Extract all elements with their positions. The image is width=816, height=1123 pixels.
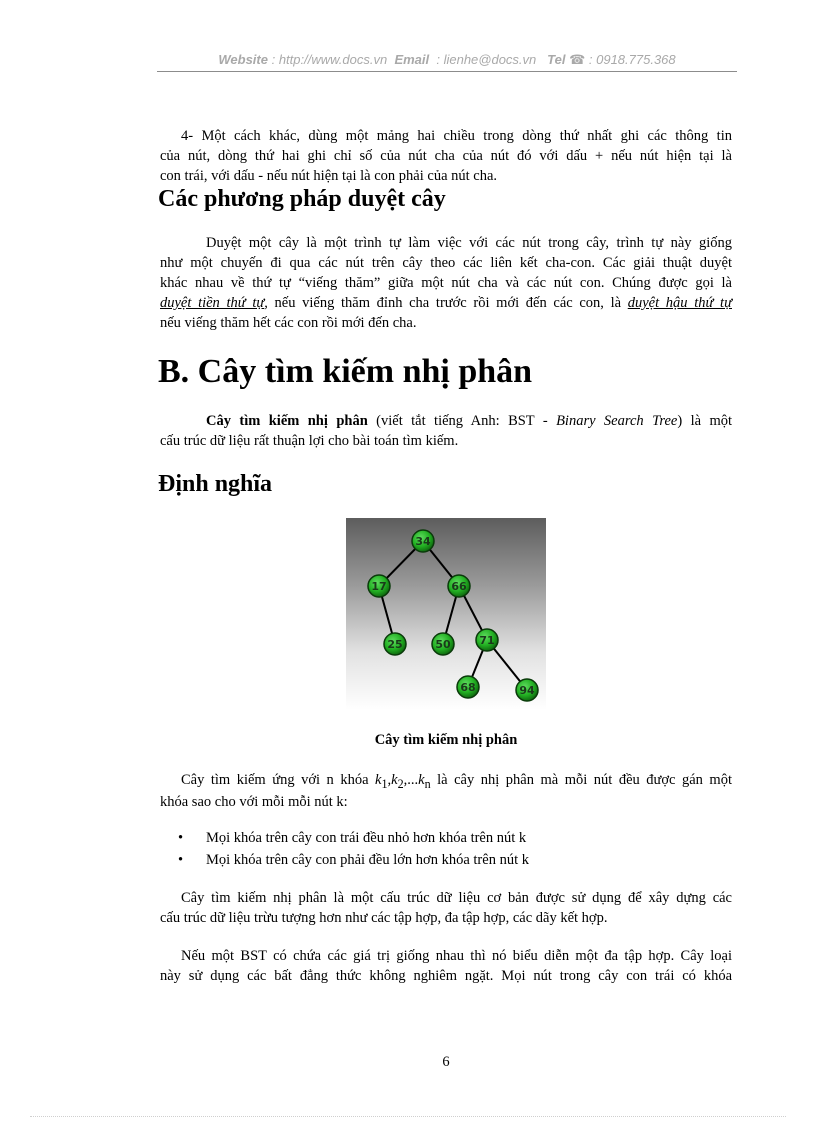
node-label: 50 [435,638,451,651]
text-line: duyệt tiền thứ tự, nếu viếng thăm đỉnh cha trước rồi mới đến các con, là duyệt hậu thứ tự [160,295,732,311]
heading-definition: Định nghĩa [158,471,273,497]
paragraph-traversal-cont [160,253,732,333]
page-number: 6 [442,1054,450,1070]
bst-property-list [178,827,529,871]
text-line: cấu trúc dữ liệu trừu tượng hơn như các tập hợp, đa tập hợp, các dãy kết hợp. [160,910,608,926]
tree-node [448,575,470,597]
heading-bst: B. Cây tìm kiếm nhị phân [158,353,533,390]
text-line: nếu viếng thăm hết các con rồi mới đến cha. [160,315,417,331]
text-line: Nếu một BST có chứa các giá trị giống nhau thì nó biểu diễn một đa tập hợp. Cây loại [181,948,732,964]
paragraph-multiset-cont [160,966,732,986]
text-line: 4- Một cách khác, dùng một mảng hai chiều trong dòng thứ nhất ghi các thông tin [181,128,732,144]
tel-label: Tel [547,52,566,67]
list-item: • Mọi khóa trên cây con trái đều nhỏ hơn khóa trên nút k [178,827,529,849]
node-label: 71 [479,634,495,647]
text-line: cấu trúc dữ liệu rất thuận lợi cho bài toán tìm kiếm. [160,433,459,449]
tree-node [476,629,498,651]
bst-figure [346,518,546,710]
tree-node [432,633,454,655]
paragraph-bst-intro-cont [160,431,732,451]
paragraph-bst-definition [181,770,732,794]
bst-diagram [346,518,546,710]
term-postorder: duyệt hậu thứ tự [627,295,732,311]
heading-traversal-methods: Các phương pháp duyệt cây [158,186,446,212]
paragraph-array-representation [181,126,732,146]
email-address[interactable]: : lienhe@docs.vn [436,52,537,67]
page-bottom-divider [30,1116,786,1117]
paragraph-bst-intro [206,411,732,431]
paragraph-bst-usage [181,888,732,908]
node-label: 68 [460,681,476,694]
text-line: khác nhau về thứ tự “viếng thăm” giữa một nút cha và các nút con. Chúng được gọi là [160,275,732,291]
figure-caption: Cây tìm kiếm nhị phân [374,732,518,748]
text-line: này sử dụng các bất đẳng thức không nghiêm ngặt. Mọi nút trong cây con trái có khóa [160,968,732,984]
tree-node [457,676,479,698]
text-line: như một chuyến đi qua các nút trên cây theo các liên kết cha-con. Các giải thuật duyệt [160,255,732,271]
header-divider [157,71,737,72]
node-label: 25 [387,638,403,651]
list-item: • Mọi khóa trên cây con phải đều lớn hơn khóa trên nút k [178,849,529,871]
tree-node [384,633,406,655]
paragraph-multiset [181,946,732,966]
node-label: 17 [371,580,387,593]
paragraph-bst-usage-cont [160,908,732,928]
tel-number: : 0918.775.368 [588,52,676,67]
text-line: Cây tìm kiếm nhị phân là một cấu trúc dữ liệu cơ bản được sử dụng để xây dựng các [181,890,732,906]
email-label: Email [394,52,430,67]
website-label: Website [218,52,268,67]
text-line: Cây tìm kiếm ứng với n khóa $k_1,k_2,...k_n$ là cây nhị phân mà mỗi nút đều được gán một [181,772,732,791]
node-label: 94 [519,684,535,697]
text-line: Duyệt một cây là một trình tự làm việc với các nút trong cây, trình tự này giống [206,235,732,251]
paragraph-bst-definition-cont [160,792,732,812]
node-label: 66 [451,580,467,593]
paragraph-traversal [206,233,732,253]
text-line: của nút, dòng thứ hai ghi chỉ số của nút cha của nút đó với dấu + nếu nút hiện tại là [160,148,732,164]
node-label: 34 [415,535,431,548]
paragraph-array-representation-cont [160,146,732,186]
tree-node [412,530,434,552]
page-header [157,52,737,68]
text-line: khóa sao cho với mỗi mỗi nút k: [160,794,348,810]
website-url[interactable]: : http://www.docs.vn [271,52,388,67]
text-line: Cây tìm kiếm nhị phân (viết tắt tiếng Anh: BST - Binary Search Tree) là một [206,413,732,429]
phone-icon: ☎ [569,52,586,67]
text-line: con trái, với dấu - nếu nút hiện tại là con phải của nút cha. [160,168,498,184]
term-preorder: duyệt tiền thứ tự [160,295,265,311]
tree-node [516,679,538,701]
tree-node [368,575,390,597]
